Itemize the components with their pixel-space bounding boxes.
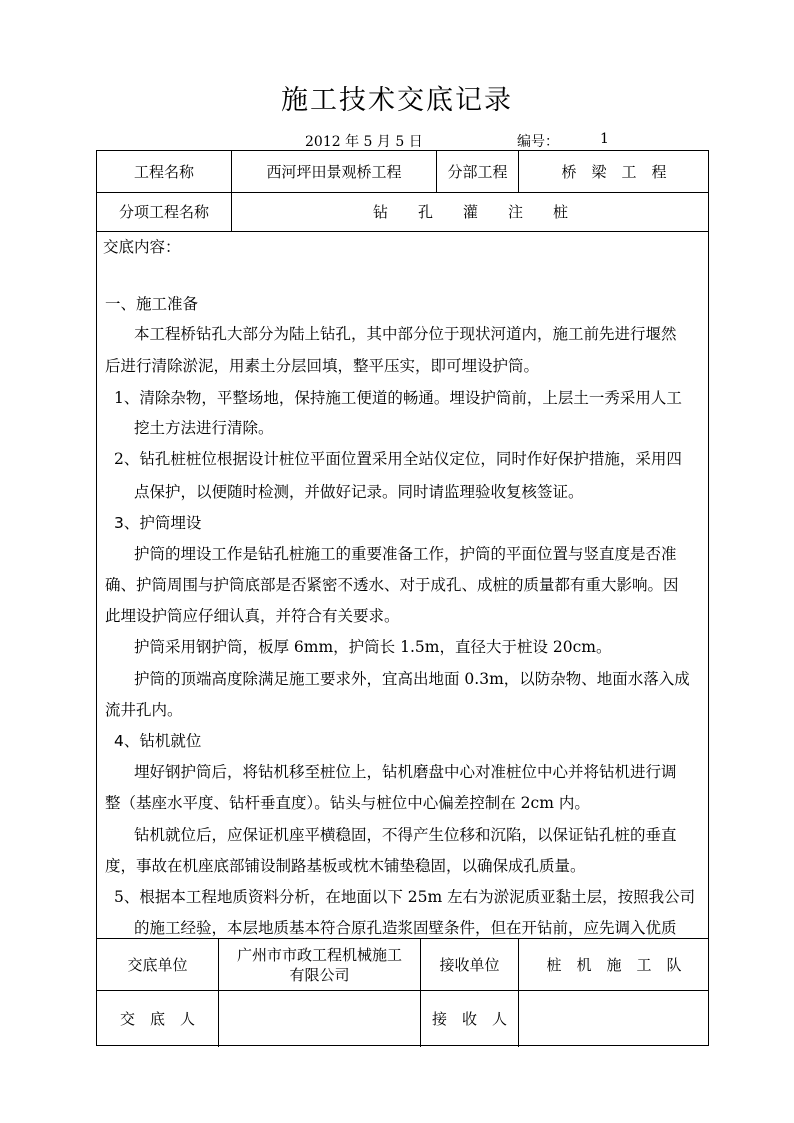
- document-date: 2012 年 5 月 5 日: [305, 134, 423, 150]
- content-line: 挖土方法进行清除。: [134, 419, 274, 437]
- content-line: 的施工经验，本层地质基本符合原孔造浆固壁条件，但在开钻前，应先调入优质: [134, 919, 677, 937]
- document-title: 施工技术交底记录: [281, 85, 513, 116]
- content-line: 护筒的埋设工作是钻孔桩施工的重要准备工作，护筒的平面位置与竖直度是否准: [134, 545, 677, 563]
- content-line: 5、根据本工程地质资料分析，在地面以下 25m 左右为淤泥质亚黏土层，按照我公司: [114, 888, 696, 906]
- receiver-person-value: [519, 991, 709, 1046]
- content-line: 点保护，以便随时检测，并做好记录。同时请监理验收复核签证。: [134, 483, 584, 501]
- content-line: 度，事故在机座底部铺设制路基板或枕木铺垫稳固，以确保成孔质量。: [105, 857, 586, 875]
- content-line: 埋好钢护筒后，将钻机移至桩位上，钻机磨盘中心对准桩位中心并将钻机进行调: [134, 763, 677, 781]
- row-divider: [97, 231, 708, 232]
- division-label: 分部工程: [447, 162, 508, 181]
- content-line: 4、钻机就位: [114, 732, 202, 750]
- project-name-label: 工程名称: [133, 162, 194, 181]
- issuer-unit-value-line1: 广州市市政工程机械施工: [236, 945, 402, 964]
- receiver-unit-label: 接收单位: [439, 955, 500, 974]
- content-line: 钻机就位后，应保证机座平横稳固，不得产生位移和沉陷，以保证钻孔桩的垂直: [134, 826, 677, 844]
- content-line: 3、护筒埋设: [114, 514, 202, 532]
- content-line: 一、施工准备: [105, 295, 199, 313]
- content-line: 2、钻孔桩桩位根据设计桩位平面位置采用全站仪定位，同时作好保护措施，采用四: [114, 450, 682, 468]
- record-table: [96, 150, 709, 1046]
- project-name-value: 西河坪田景观桥工程: [266, 162, 402, 181]
- content-line: 后进行清除淤泥，用素土分层回填，整平压实，即可埋设护筒。: [105, 357, 540, 375]
- issuer-unit-label: 交底单位: [127, 955, 188, 974]
- content-line: 护筒的顶端高度除满足施工要求外，宜高出地面 0.3m，以防杂物、地面水落入成: [134, 670, 690, 688]
- issuer-person-value: [219, 991, 420, 1046]
- content-line: 本工程桥钻孔大部分为陆上钻孔，其中部分位于现状河道内，施工前先进行堰然: [134, 325, 677, 343]
- issuer-unit-value-line2: 有限公司: [289, 965, 350, 984]
- subdivision-value: 钻 孔 灌 注 桩: [372, 203, 568, 221]
- content-line: 此埋设护筒应仔细认真，并符合有关要求。: [105, 607, 400, 625]
- issuer-person-label: 交 底 人: [119, 1009, 195, 1028]
- content-line: 流井孔内。: [105, 701, 183, 719]
- number-value: 1: [600, 131, 609, 147]
- content-line: 整（基座水平度、钻杆垂直度）。钻头与桩位中心偏差控制在 2cm 内。: [105, 794, 590, 812]
- content-line: 确、护筒周围与护筒底部是否紧密不透水、对于成孔、成桩的质量都有重大影响。因: [105, 576, 679, 594]
- content-line: 护筒采用钢护筒，板厚 6mm，护筒长 1.5m，直径大于桩设 20cm。: [134, 638, 612, 656]
- division-value: 桥 梁 工 程: [561, 162, 667, 181]
- receiver-unit-value: 桩 机 施 工 队: [546, 955, 682, 974]
- content-intro: 交底内容：: [103, 238, 181, 256]
- content-line: 1、清除杂物，平整场地，保持施工便道的畅通。埋设护筒前，上层土一秀采用人工: [114, 389, 682, 407]
- subdivision-label: 分项工程名称: [118, 203, 209, 221]
- receiver-person-label: 接 收 人: [431, 1009, 507, 1028]
- issuer-unit-value: [219, 939, 420, 990]
- number-label: 编号：: [517, 134, 559, 150]
